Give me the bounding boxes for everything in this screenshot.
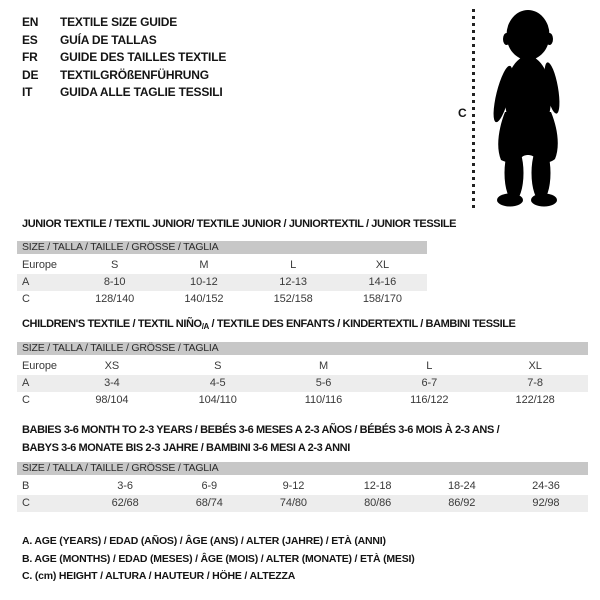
language-row-es [22, 32, 226, 50]
baby-height-figure [450, 6, 596, 212]
table-row-b [17, 478, 588, 495]
language-code: EN [22, 15, 39, 29]
table-cell: 74/80 [279, 497, 307, 509]
table-cell: XL [528, 360, 542, 372]
size-header-bar: SIZE / TALLA / TAILLE / GRÖSSE / TAGLIA [17, 462, 588, 475]
table-cell: 3-4 [104, 377, 120, 389]
language-row-fr [22, 49, 226, 67]
table-cell: 6-7 [421, 377, 438, 389]
language-code: FR [22, 50, 38, 65]
footnote-b: B. AGE (MONTHS) / EDAD (MESES) / ÂGE (MOIS) / ALTER (MONATE) / ETÀ (MESI) [22, 552, 415, 565]
table-cell: 10-12 [190, 276, 218, 288]
guide-title: TEXTILE SIZE GUIDE [60, 15, 178, 29]
row-label: A [22, 276, 30, 288]
section-title-junior: JUNIOR TEXTILE / TEXTIL JUNIOR/ TEXTILE JUNIOR / JUNIORTEXTIL / JUNIOR TESSILE [22, 218, 457, 230]
table-cell: L [426, 360, 433, 372]
table-cell: 3-6 [117, 480, 133, 492]
section-title-babies [22, 421, 588, 457]
footnote-c: C. (cm) HEIGHT / ALTURA / HAUTEUR / HÖHE / ALTEZZA [22, 570, 296, 583]
table-cell: 24-36 [532, 480, 560, 492]
height-measure-dotted-line [472, 9, 475, 209]
table-cell: M [318, 360, 329, 372]
table-cell: 9-12 [282, 480, 305, 492]
table-cell: XL [375, 259, 389, 271]
table-row-c [17, 392, 588, 409]
table-row-europe [17, 358, 588, 375]
table-cell: XS [104, 360, 120, 372]
table-cell: 122/128 [515, 394, 555, 406]
footnote-a: A. AGE (YEARS) / EDAD (AÑOS) / ÂGE (ANS) / ALTER (JAHRE) / ETÀ (ANNI) [22, 535, 386, 547]
table-cell: 158/170 [362, 293, 402, 305]
table-cell: 80/86 [364, 497, 392, 509]
height-measure-label: C [458, 106, 467, 120]
table-cell: L [290, 259, 297, 271]
footnotes [22, 533, 415, 586]
babies-size-table [17, 462, 588, 512]
table-cell: 7-8 [527, 377, 543, 389]
table-cell: S [214, 360, 222, 372]
table-cell: 140/152 [184, 293, 224, 305]
table-cell: 128/140 [95, 293, 135, 305]
table-cell: M [199, 259, 209, 271]
row-label: A [22, 377, 30, 389]
language-row-de [22, 67, 226, 85]
table-row-c [17, 495, 588, 512]
row-label: C [22, 394, 30, 406]
title-subscript: /A [201, 322, 209, 331]
title-line: BABYS 3-6 MONATE BIS 2-3 JAHRE / BAMBINI 3-6 MESI A 2-3 ANNI [22, 442, 350, 454]
title-text: / TEXTILE DES ENFANTS / KINDERTEXTIL / BAMBINI TESSILE [208, 318, 516, 330]
table-cell: 116/122 [410, 394, 449, 406]
row-label: C [22, 497, 30, 509]
table-cell: 12-13 [279, 276, 307, 288]
language-code: DE [22, 67, 39, 82]
guide-title: GUIDE DES TAILLES TEXTILE [60, 50, 227, 65]
table-row-europe [17, 257, 427, 274]
size-header-bar: SIZE / TALLA / TAILLE / GRÖSSE / TAGLIA [17, 342, 588, 355]
row-label: Europe [22, 259, 57, 271]
table-cell: 68/74 [195, 497, 223, 509]
baby-silhouette [480, 8, 572, 208]
size-header-bar: SIZE / TALLA / TAILLE / GRÖSSE / TAGLIA [17, 241, 427, 254]
language-title-list [22, 14, 226, 102]
table-row-a [17, 274, 427, 291]
language-code: ES [22, 32, 38, 47]
title-line: BABIES 3-6 MONTH TO 2-3 YEARS / BEBÉS 3-6 MESES A 2-3 AÑOS / BÉBÉS 3-6 MOIS À 2-3 ANS / [22, 424, 500, 436]
children-size-table [17, 342, 588, 409]
guide-title: TEXTILGRÖßENFÜHRUNG [60, 67, 209, 82]
table-row-c [17, 291, 427, 308]
table-cell: 6-9 [201, 480, 218, 492]
table-cell: 4-5 [209, 377, 226, 389]
table-cell: S [111, 259, 119, 271]
table-cell: 86/92 [448, 497, 476, 509]
guide-title: GUIDA ALLE TAGLIE TESSILI [60, 85, 223, 100]
table-cell: 18-24 [447, 480, 476, 492]
table-cell: 14-16 [368, 276, 397, 288]
table-row-a [17, 375, 588, 392]
language-row-en [22, 14, 226, 32]
row-label: C [22, 293, 30, 305]
table-cell: 12-18 [363, 480, 392, 492]
language-row-it [22, 84, 226, 102]
table-cell: 152/158 [273, 293, 313, 305]
table-cell: 110/116 [304, 394, 343, 406]
table-cell: 104/110 [198, 394, 237, 406]
guide-title: GUÍA DE TALLAS [60, 32, 157, 47]
section-title-children [22, 315, 588, 336]
row-label: B [22, 480, 30, 492]
junior-size-table [17, 241, 427, 308]
row-label: Europe [22, 360, 57, 372]
table-cell: 5-6 [315, 377, 332, 389]
table-cell: 98/104 [95, 394, 129, 406]
language-code: IT [22, 85, 33, 100]
table-cell: 62/68 [111, 497, 139, 509]
table-cell: 92/98 [532, 497, 560, 509]
table-cell: 8-10 [103, 276, 126, 288]
title-text: CHILDREN'S TEXTILE / TEXTIL NIÑO [22, 318, 202, 330]
